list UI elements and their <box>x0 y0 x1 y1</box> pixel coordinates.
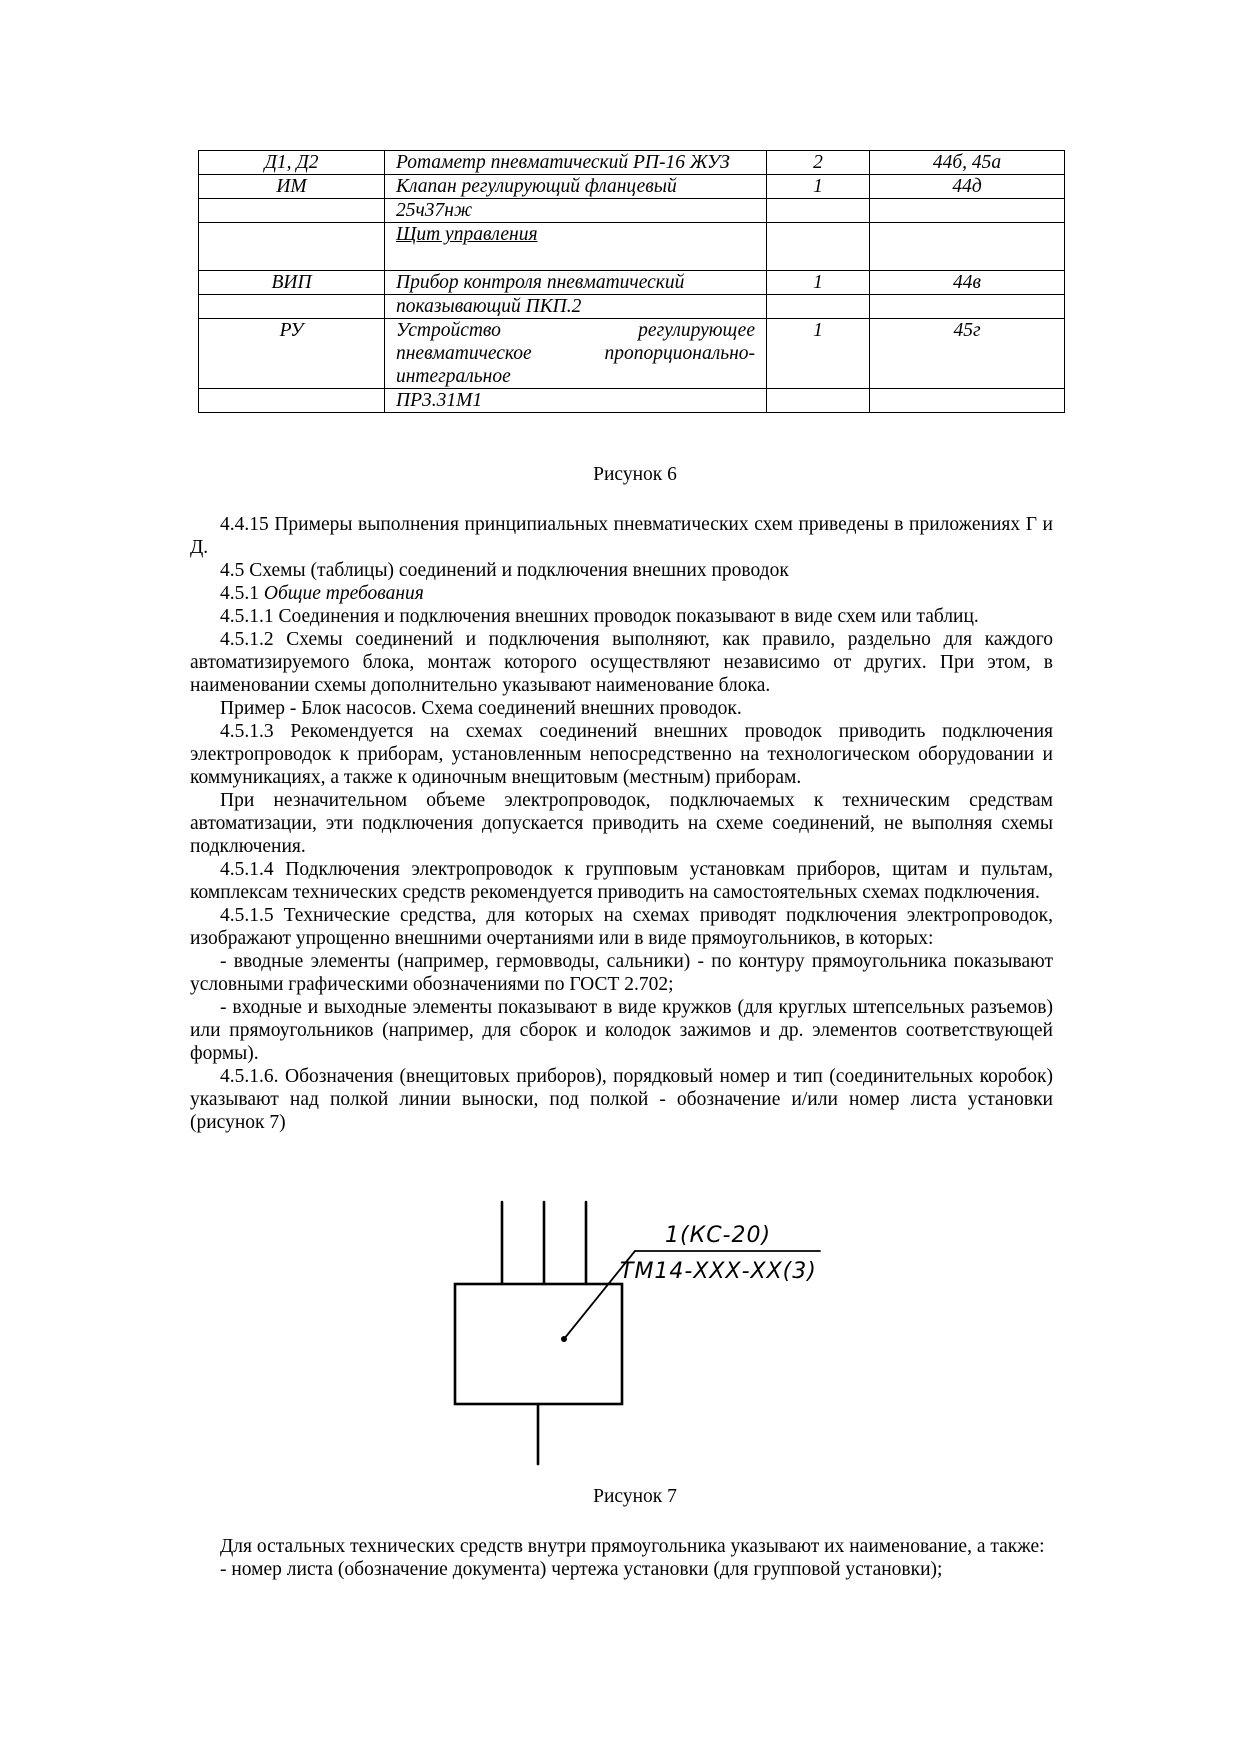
paragraph: При незначительном объеме электропроводок, подключаемых к техническим средствам автоматизации, эти подключения допускается приводить на схеме соединений, не выполняя схемы подключения. <box>190 790 1053 857</box>
table-cell-name: 25ч37нж <box>385 199 767 223</box>
table-cell-position: РУ <box>199 319 385 389</box>
table-cell-quantity: 1 <box>767 271 870 295</box>
section-title: Общие требования <box>263 583 424 604</box>
paragraph: 4.5 Схемы (таблицы) соединений и подключения внешних проводок <box>220 560 789 581</box>
paragraph: 4.5.1.4 Подключения электропроводок к групповым установкам приборов, щитам и пультам, комплексам технических средств рекомендуется приводить на самостоятельных схемах подключения. <box>190 859 1053 903</box>
table-cell-name: Щит управления <box>385 223 767 271</box>
table-cell-name: ПР3.31М1 <box>385 389 767 413</box>
paragraph: - номер листа (обозначение документа) чертежа установки (для групповой установки); <box>220 1559 943 1580</box>
table-cell-name: Клапан регулирующий фланцевый <box>385 175 767 199</box>
table-cell-position <box>199 295 385 319</box>
table-row <box>199 175 1065 199</box>
leader-dot <box>561 1336 567 1342</box>
table-cell-quantity: 1 <box>767 175 870 199</box>
table-cell-sheet <box>870 223 1065 271</box>
paragraph: 4.5.1.1 Соединения и подключения внешних проводок показывают в виде схем или таблиц. <box>220 606 979 627</box>
table-row <box>199 295 1065 319</box>
table-cell-position: ВИП <box>199 271 385 295</box>
table-cell-quantity <box>767 199 870 223</box>
table-cell-name-line: Устройство регулирующее <box>396 320 755 341</box>
body-text-continued <box>190 1535 1053 1581</box>
paragraph: Пример - Блок насосов. Схема соединений внешних проводок. <box>220 698 742 719</box>
table-cell-name: Ротаметр пневматический РП-16 ЖУЗ <box>385 151 767 175</box>
table-cell-name-line: интегральное <box>396 366 511 387</box>
table-cell-position <box>199 199 385 223</box>
table-row <box>199 151 1065 175</box>
table-cell-quantity: 2 <box>767 151 870 175</box>
paragraph: - вводные элементы (например, гермовводы, сальники) - по контуру прямоугольника показывают условными графическими обозначениями по ГОСТ 2.702; <box>190 951 1053 995</box>
table-cell-position <box>199 389 385 413</box>
table-cell-name: показывающий ПКП.2 <box>385 295 767 319</box>
table-row <box>199 271 1065 295</box>
paragraph: 4.5.1.2 Схемы соединений и подключения выполняют, как правило, раздельно для каждого автоматизируемого блока, монтаж которого осуществляют независимо от других. При этом, в наименовании схемы дополнительно указывают наименование блока. <box>190 629 1053 696</box>
table-cell-sheet <box>870 295 1065 319</box>
table-row <box>199 199 1065 223</box>
section-number: 4.5.1 <box>220 583 264 604</box>
paragraph <box>190 582 1053 605</box>
table-cell-position: ИМ <box>199 175 385 199</box>
figure-6-caption: Рисунок 6 <box>593 464 677 485</box>
paragraph: 4.5.1.3 Рекомендуется на схемах соединений внешних проводок приводить подключения электропроводок к приборам, установленным непосредственно на технологическом оборудовании и коммуникациях, а также к одиночным внещитовым (местным) приборам. <box>190 721 1053 788</box>
table-cell-name-line: пневматическое пропорционально- <box>396 343 755 364</box>
box-sheet-label: ТМ14-ХХХ-ХХ(3) <box>620 1259 817 1284</box>
table-cell-position <box>199 223 385 271</box>
table-cell-sheet: 44б, 45а <box>870 151 1065 175</box>
paragraph: 4.5.1.5 Технические средства, для которых на схемах приводят подключения электропроводок, изображают упрощенно внешними очертаниями или в виде прямоугольников, в которых: <box>190 905 1053 949</box>
table-cell-sheet: 45г <box>870 319 1065 389</box>
paragraph: Для остальных технических средств внутри прямоугольника указывают их наименование, а также: <box>220 1536 1045 1557</box>
figure-7-diagram <box>440 1192 840 1472</box>
table-cell-name: Прибор контроля пневматический <box>385 271 767 295</box>
table-row <box>199 389 1065 413</box>
table-cell-quantity <box>767 389 870 413</box>
table-cell-quantity <box>767 295 870 319</box>
paragraph: 4.4.15 Примеры выполнения принципиальных пневматических схем приведены в приложениях Г и Д. <box>190 514 1053 558</box>
table-cell-name <box>385 319 767 389</box>
table-cell-sheet: 44д <box>870 175 1065 199</box>
table-cell-sheet: 44в <box>870 271 1065 295</box>
equipment-table <box>198 150 1065 413</box>
table-row <box>199 319 1065 389</box>
table-cell-sheet <box>870 199 1065 223</box>
box-designation-label: 1(КС-20) <box>665 1223 772 1248</box>
table-cell-sheet <box>870 389 1065 413</box>
paragraph: - входные и выходные элементы показывают в виде кружков (для круглых штепсельных разъемов) или прямоугольников (например, для сборок и колодок зажимов и др. элементов соответствующей формы). <box>190 997 1053 1064</box>
junction-box-rectangle <box>455 1284 622 1404</box>
body-text <box>190 513 1053 1134</box>
table-cell-quantity: 1 <box>767 319 870 389</box>
junction-box-drawing <box>440 1192 840 1472</box>
figure-7-caption: Рисунок 7 <box>593 1486 677 1507</box>
table-cell-position: Д1, Д2 <box>199 151 385 175</box>
paragraph: 4.5.1.6. Обозначения (внещитовых приборов), порядковый номер и тип (соединительных коробок) указывают над полкой линии выноски, под полкой - обозначение и/или номер листа установки (рисунок 7) <box>190 1066 1053 1133</box>
table-cell-quantity <box>767 223 870 271</box>
table-row <box>199 223 1065 271</box>
